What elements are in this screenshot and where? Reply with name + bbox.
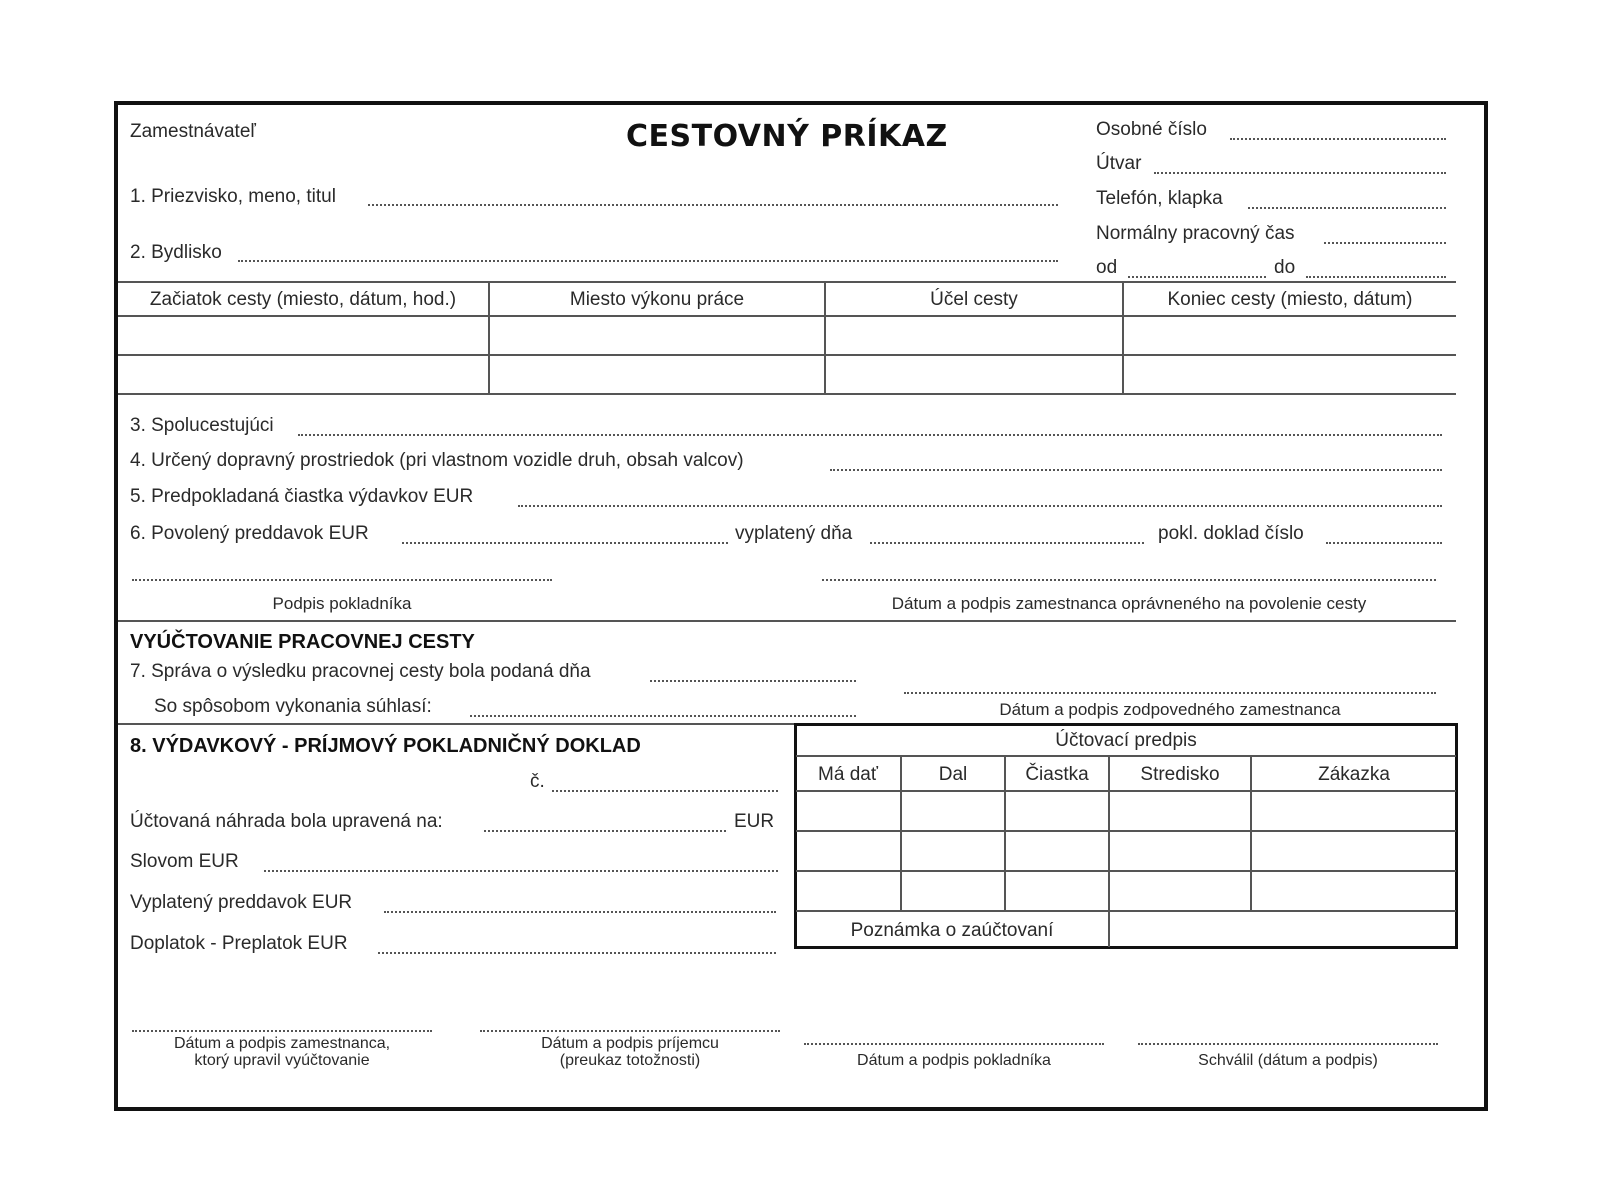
responsible-signature-caption: Dátum a podpis zodpovedného zamestnanca [999, 700, 1341, 719]
working-time-field[interactable] [1324, 242, 1446, 244]
to-field[interactable] [1306, 276, 1446, 278]
accounting-cell[interactable] [798, 873, 898, 909]
employee-signature-caption-line1: Dátum a podpis zamestnanca, [173, 1035, 391, 1052]
accounting-cell[interactable] [1006, 873, 1106, 909]
accounting-cell[interactable] [1252, 833, 1454, 869]
words-label: Slovom EUR [130, 851, 239, 872]
accounting-cell[interactable] [902, 793, 1002, 829]
from-label: od [1096, 257, 1118, 278]
report-date-field[interactable] [650, 680, 856, 682]
expected-amount-label: 5. Predpokladaná čiastka výdavkov EUR [130, 486, 474, 507]
trip-cell[interactable] [1124, 317, 1454, 353]
accounting-cell[interactable] [798, 793, 898, 829]
cashier-signature-line[interactable] [132, 579, 552, 581]
accounting-cell[interactable] [798, 833, 898, 869]
advance-field[interactable] [402, 542, 728, 544]
cash-doc-number-prefix: č. [530, 771, 545, 792]
divider [796, 790, 1456, 792]
accounting-col-center: Stredisko [1140, 764, 1220, 785]
accounting-cell[interactable] [902, 873, 1002, 909]
divider [118, 723, 798, 725]
balance-field[interactable] [378, 952, 776, 954]
accounting-col-debit: Má dať [818, 764, 878, 785]
trip-col-start: Začiatok cesty (miesto, dátum, hod.) [149, 289, 457, 310]
agree-field[interactable] [470, 715, 856, 717]
to-label: do [1274, 257, 1296, 278]
accounting-col-credit: Dal [938, 764, 968, 785]
trip-col-end: Koniec cesty (miesto, dátum) [1167, 289, 1413, 310]
trip-cell[interactable] [1124, 356, 1454, 392]
accounting-cell[interactable] [1110, 833, 1248, 869]
trip-cell[interactable] [826, 317, 1120, 353]
cashier-signature-caption: Podpis pokladníka [272, 594, 412, 613]
approved-signature-line[interactable] [1138, 1043, 1438, 1045]
cash-doc-number-label: pokl. doklad číslo [1158, 523, 1304, 544]
residence-label: 2. Bydlisko [130, 242, 222, 263]
trip-col-workplace: Miesto výkonu práce [569, 289, 745, 310]
companions-label: 3. Spolucestujúci [130, 415, 274, 436]
approved-signature-caption: Schválil (dátum a podpis) [1198, 1052, 1378, 1069]
accounting-cell[interactable] [1110, 793, 1248, 829]
employee-signature-caption-line2: ktorý upravil vyúčtovanie [194, 1052, 370, 1069]
divider [796, 910, 1456, 912]
unit-label: Útvar [1096, 153, 1142, 174]
balance-label: Doplatok - Preplatok EUR [130, 933, 348, 954]
companions-field[interactable] [298, 434, 1442, 436]
divider [796, 755, 1456, 757]
transport-label: 4. Určený dopravný prostriedok (pri vlastnom vozidle druh, obsah valcov) [130, 450, 744, 471]
phone-field[interactable] [1248, 207, 1446, 209]
personal-number-label: Osobné číslo [1096, 119, 1207, 140]
settlement-heading: VYÚČTOVANIE PRACOVNEJ CESTY [130, 631, 475, 653]
trip-cell[interactable] [120, 356, 486, 392]
trip-cell[interactable] [490, 317, 822, 353]
approver-signature-caption: Dátum a podpis zamestnanca oprávneného na povolenie cesty [891, 594, 1367, 613]
cash-doc-number-field[interactable] [1326, 542, 1442, 544]
adjusted-unit: EUR [734, 811, 775, 832]
agree-label: So spôsobom vykonania súhlasí: [154, 696, 432, 717]
employee-signature-caption [132, 1035, 432, 1069]
accounting-note-field[interactable] [1110, 913, 1454, 945]
adjusted-field[interactable] [484, 830, 726, 832]
responsible-signature-line[interactable] [904, 692, 1436, 694]
accounting-col-order: Zákazka [1318, 764, 1390, 785]
paid-advance-label: Vyplatený preddavok EUR [130, 892, 353, 913]
trip-cell[interactable] [120, 317, 486, 353]
accounting-note-label: Poznámka o zaúčtovaní [850, 920, 1054, 941]
divider [118, 393, 1456, 395]
name-field[interactable] [368, 204, 1058, 206]
divider [118, 620, 1456, 622]
cash-doc-heading: 8. VÝDAVKOVÝ - PRÍJMOVÝ POKLADNIČNÝ DOKLAD [130, 735, 641, 757]
trip-col-purpose: Účel cesty [930, 289, 1018, 310]
divider [118, 281, 1456, 283]
divider [796, 830, 1456, 832]
cash-doc-number-input[interactable] [552, 790, 778, 792]
form-title: CESTOVNÝ PRÍKAZ [626, 119, 948, 154]
adjusted-label: Účtovaná náhrada bola upravená na: [130, 811, 443, 832]
accounting-heading: Účtovací predpis [1055, 730, 1197, 751]
trip-cell[interactable] [826, 356, 1120, 392]
advance-label: 6. Povolený preddavok EUR [130, 523, 369, 544]
paid-on-field[interactable] [870, 542, 1144, 544]
cashier-final-signature-caption: Dátum a podpis pokladníka [857, 1052, 1051, 1069]
accounting-cell[interactable] [1110, 873, 1248, 909]
report-date-label: 7. Správa o výsledku pracovnej cesty bola podaná dňa [130, 661, 591, 682]
divider [796, 870, 1456, 872]
accounting-cell[interactable] [1006, 833, 1106, 869]
accounting-cell[interactable] [1252, 793, 1454, 829]
words-field[interactable] [264, 870, 778, 872]
accounting-cell[interactable] [902, 833, 1002, 869]
recipient-signature-caption-line2: (preukaz totožnosti) [559, 1052, 701, 1069]
recipient-signature-line[interactable] [480, 1030, 780, 1032]
cashier-final-signature-line[interactable] [804, 1043, 1104, 1045]
name-label: 1. Priezvisko, meno, titul [130, 186, 336, 207]
employer-label: Zamestnávateľ [130, 121, 256, 142]
from-field[interactable] [1128, 276, 1266, 278]
accounting-cell[interactable] [1006, 793, 1106, 829]
employee-signature-line[interactable] [132, 1030, 432, 1032]
paid-on-label: vyplatený dňa [735, 523, 853, 544]
approver-signature-line[interactable] [822, 579, 1436, 581]
travel-order-form [114, 101, 1488, 1111]
working-time-label: Normálny pracovný čas [1096, 223, 1295, 244]
personal-number-field[interactable] [1230, 138, 1446, 140]
phone-label: Telefón, klapka [1096, 188, 1223, 209]
recipient-signature-caption-line1: Dátum a podpis príjemcu [541, 1035, 719, 1052]
unit-field[interactable] [1154, 172, 1446, 174]
paid-advance-field[interactable] [384, 911, 776, 913]
accounting-col-amount: Čiastka [1025, 764, 1089, 785]
residence-field[interactable] [238, 260, 1058, 262]
accounting-cell[interactable] [1252, 873, 1454, 909]
trip-cell[interactable] [490, 356, 822, 392]
transport-field[interactable] [830, 469, 1442, 471]
expected-amount-field[interactable] [518, 505, 1442, 507]
recipient-signature-caption [480, 1035, 780, 1069]
